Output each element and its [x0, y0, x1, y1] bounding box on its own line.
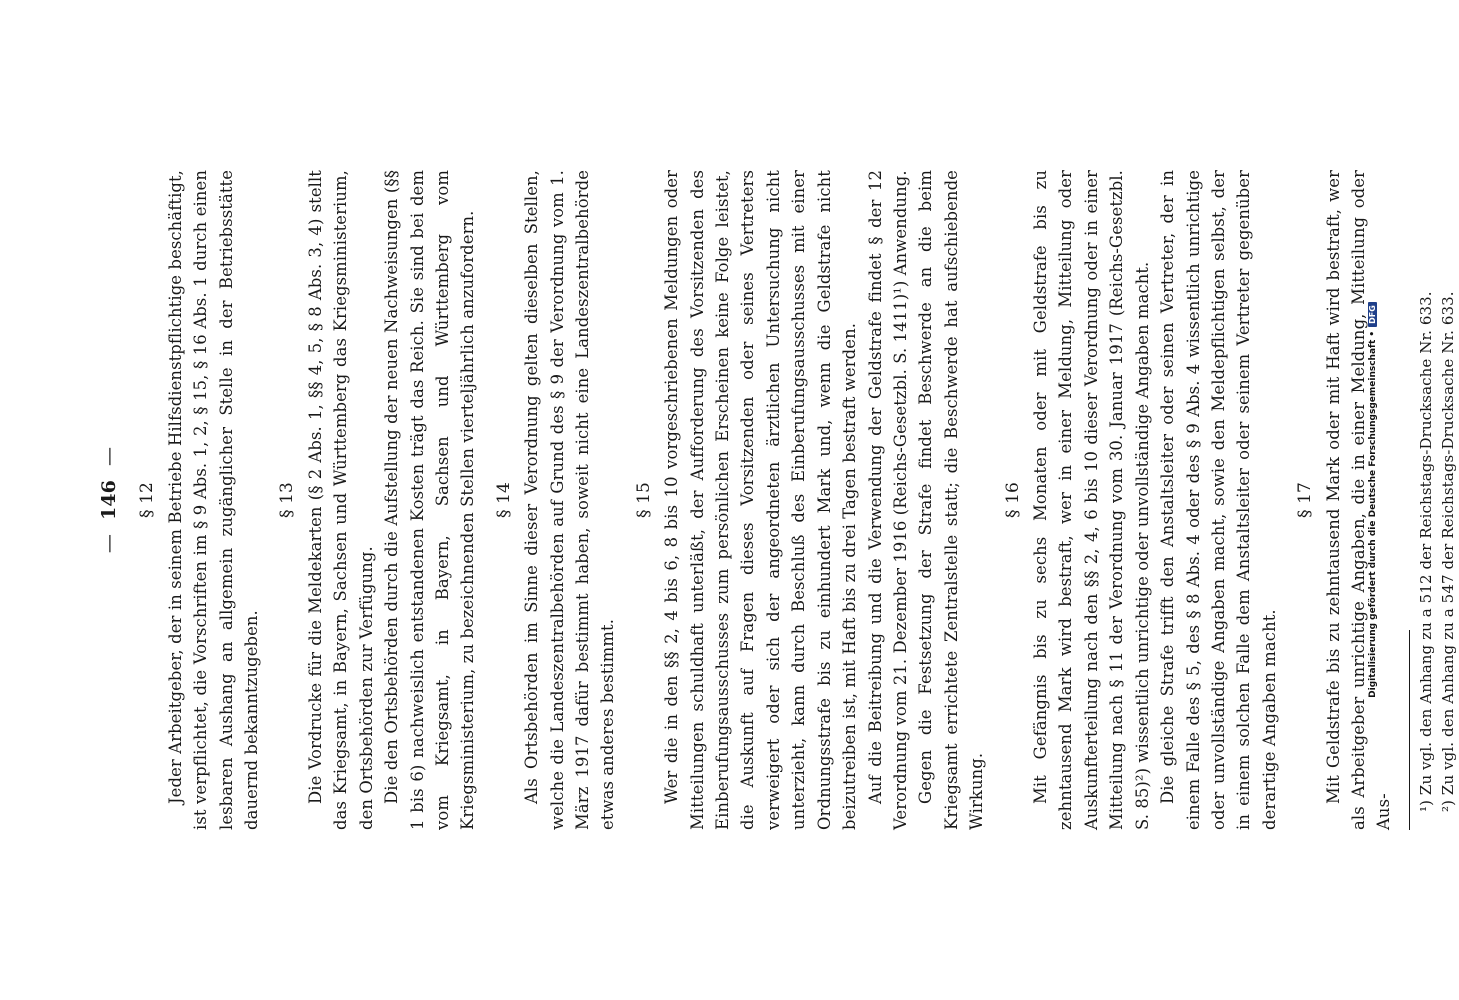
section-heading: § 17 — [1295, 482, 1316, 518]
section-paragraph: Gegen die Festsetzung der Strafe findet Beschwerde an die beim Kriegsamt errichtete Zentralstelle statt; die Beschwerde hat aufschiebende Wirkung. — [916, 170, 987, 830]
page-number: 146 — [98, 480, 120, 520]
section-paragraph: Wer die in den §§ 2, 4 bis 6, 8 bis 10 vorgeschriebenen Meldungen oder Mitteilungen schuldhaft unterläßt, der Aufforderung des Vorsitzenden des Einberufungsausschusses zum persönlichen Erscheinen keine Folge leistet, die Auskunft auf Fragen dieses Vorsitzenden oder seines Vertreters verweigert oder sich der angeordneten ärztlichen Untersuchung nicht unterzieht, kann durch Beschluß des Einberufungsausschusses mit einer Ordnungsstrafe bis zu einhundert Mark und, wenn die Geldstrafe nicht beizutreiben ist, mit Haft bis zu drei Tagen bestraft werden. — [662, 170, 860, 830]
credit-text: Digitalisierung gefördert durch die Deutsche Forschungsgemeinschaft • — [1368, 330, 1378, 698]
digitization-credit — [1368, 0, 1378, 1000]
section-paragraph: Mit Gefängnis bis zu sechs Monaten oder mit Geldstrafe bis zu zehntausend Mark wird bestraft, wer in einer Meldung, Mitteilung oder Auskunfterteilung nach den §§ 2, 4, 6 bis 10 dieser Verordnung oder in einer Mitteilung nach § 11 der Verordnung vom 30. Januar 1917 (Reichs-Gesetzbl. S. 85)²) wissentlich unrichtige oder unvollständige Angaben macht. — [1030, 170, 1152, 830]
section-15 — [631, 170, 990, 830]
page-dash-left: — — [98, 533, 120, 554]
page-number-line — [95, 170, 124, 830]
section-17 — [1292, 170, 1397, 830]
section-14 — [491, 170, 621, 830]
document-sheet — [95, 170, 1459, 830]
section-heading: § 14 — [493, 482, 514, 518]
section-paragraph: Die gleiche Strafe trifft den Anstaltsleiter oder seinen Vertreter, der in einem Falle des § 5, des § 8 Abs. 4 oder des § 9 Abs. 4 wissentlich unrichtige oder unvollständige Angaben macht, sowie den Meldepflichtigen selbst, der in einem solchen Falle dem Anstaltsleiter oder seinem Vertreter gegenüber derartige Angaben macht. — [1158, 170, 1279, 830]
section-16 — [1000, 170, 1283, 830]
section-13 — [274, 170, 480, 830]
footnote: ¹) Zu vgl. den Anhang zu a 512 der Reichstags-Drucksache Nr. 633. — [1416, 291, 1435, 812]
page-dash-right: — — [98, 446, 120, 467]
section-paragraph: Auf die Beitreibung und die Verwendung der Geldstrafe findet § der 12 Verordnung vom 21. Dezember 1916 (Reichs-Gesetzbl. S. 1411)¹) Anwendung. — [865, 170, 910, 830]
dfg-logo: DFG — [1368, 302, 1377, 327]
section-paragraph: Die den Ortsbehörden durch die Aufstellung der neuen Nachweisungen (§§ 1 bis 6) nachweislich entstandenen Kosten trägt das Reich. Sie sind bei dem vom Kriegsamt, in Bayern, Sachsen und Württemberg vom Kriegsministerium, zu bezeichnenden Stellen vierteljährlich anzufordern. — [382, 170, 478, 830]
section-heading: § 13 — [277, 482, 298, 518]
footnote-divider — [1409, 630, 1410, 830]
section-heading: § 16 — [1002, 482, 1023, 518]
section-heading: § 15 — [633, 482, 654, 518]
section-12 — [134, 170, 264, 830]
section-paragraph: Als Ortsbehörden im Sinne dieser Verordnung gelten dieselben Stellen, welche die Landeszentralbehörden auf Grund des § 9 der Verordnung vom 1. März 1917 dafür bestimmt haben, soweit nicht eine Landeszentralbehörde etwas anderes bestimmt. — [522, 170, 618, 830]
footnote: ²) Zu vgl. den Anhang zu a 547 der Reichstags-Drucksache Nr. 633. — [1438, 291, 1457, 812]
section-heading: § 12 — [137, 482, 158, 518]
section-paragraph: Die Vordrucke für die Meldekarten (§ 2 Abs. 1, §§ 4, 5, § 8 Abs. 3, 4) stellt das Kriegsamt, in Bayern, Sachsen und Württemberg das Kriegsministerium, den Ortsbehörden zur Verfügung. — [305, 170, 376, 830]
section-paragraph: Jeder Arbeitgeber, der in seinem Betriebe Hilfsdienstpflichtige beschäftigt, ist verpflichtet, die Vorschriften im § 9 Abs. 1, 2, § 15, § 16 Abs. 1 durch einen lesbaren Aushang an allgemein zugänglicher Stelle in der Betriebsstätte dauernd bekanntzugeben. — [165, 170, 262, 830]
section-paragraph: Mit Geldstrafe bis zu zehntausend Mark oder mit Haft wird bestraft, wer als Arbeitgeber unrichtige Angaben, die in einer Meldung, Mitteilung oder Aus- — [1323, 170, 1394, 830]
